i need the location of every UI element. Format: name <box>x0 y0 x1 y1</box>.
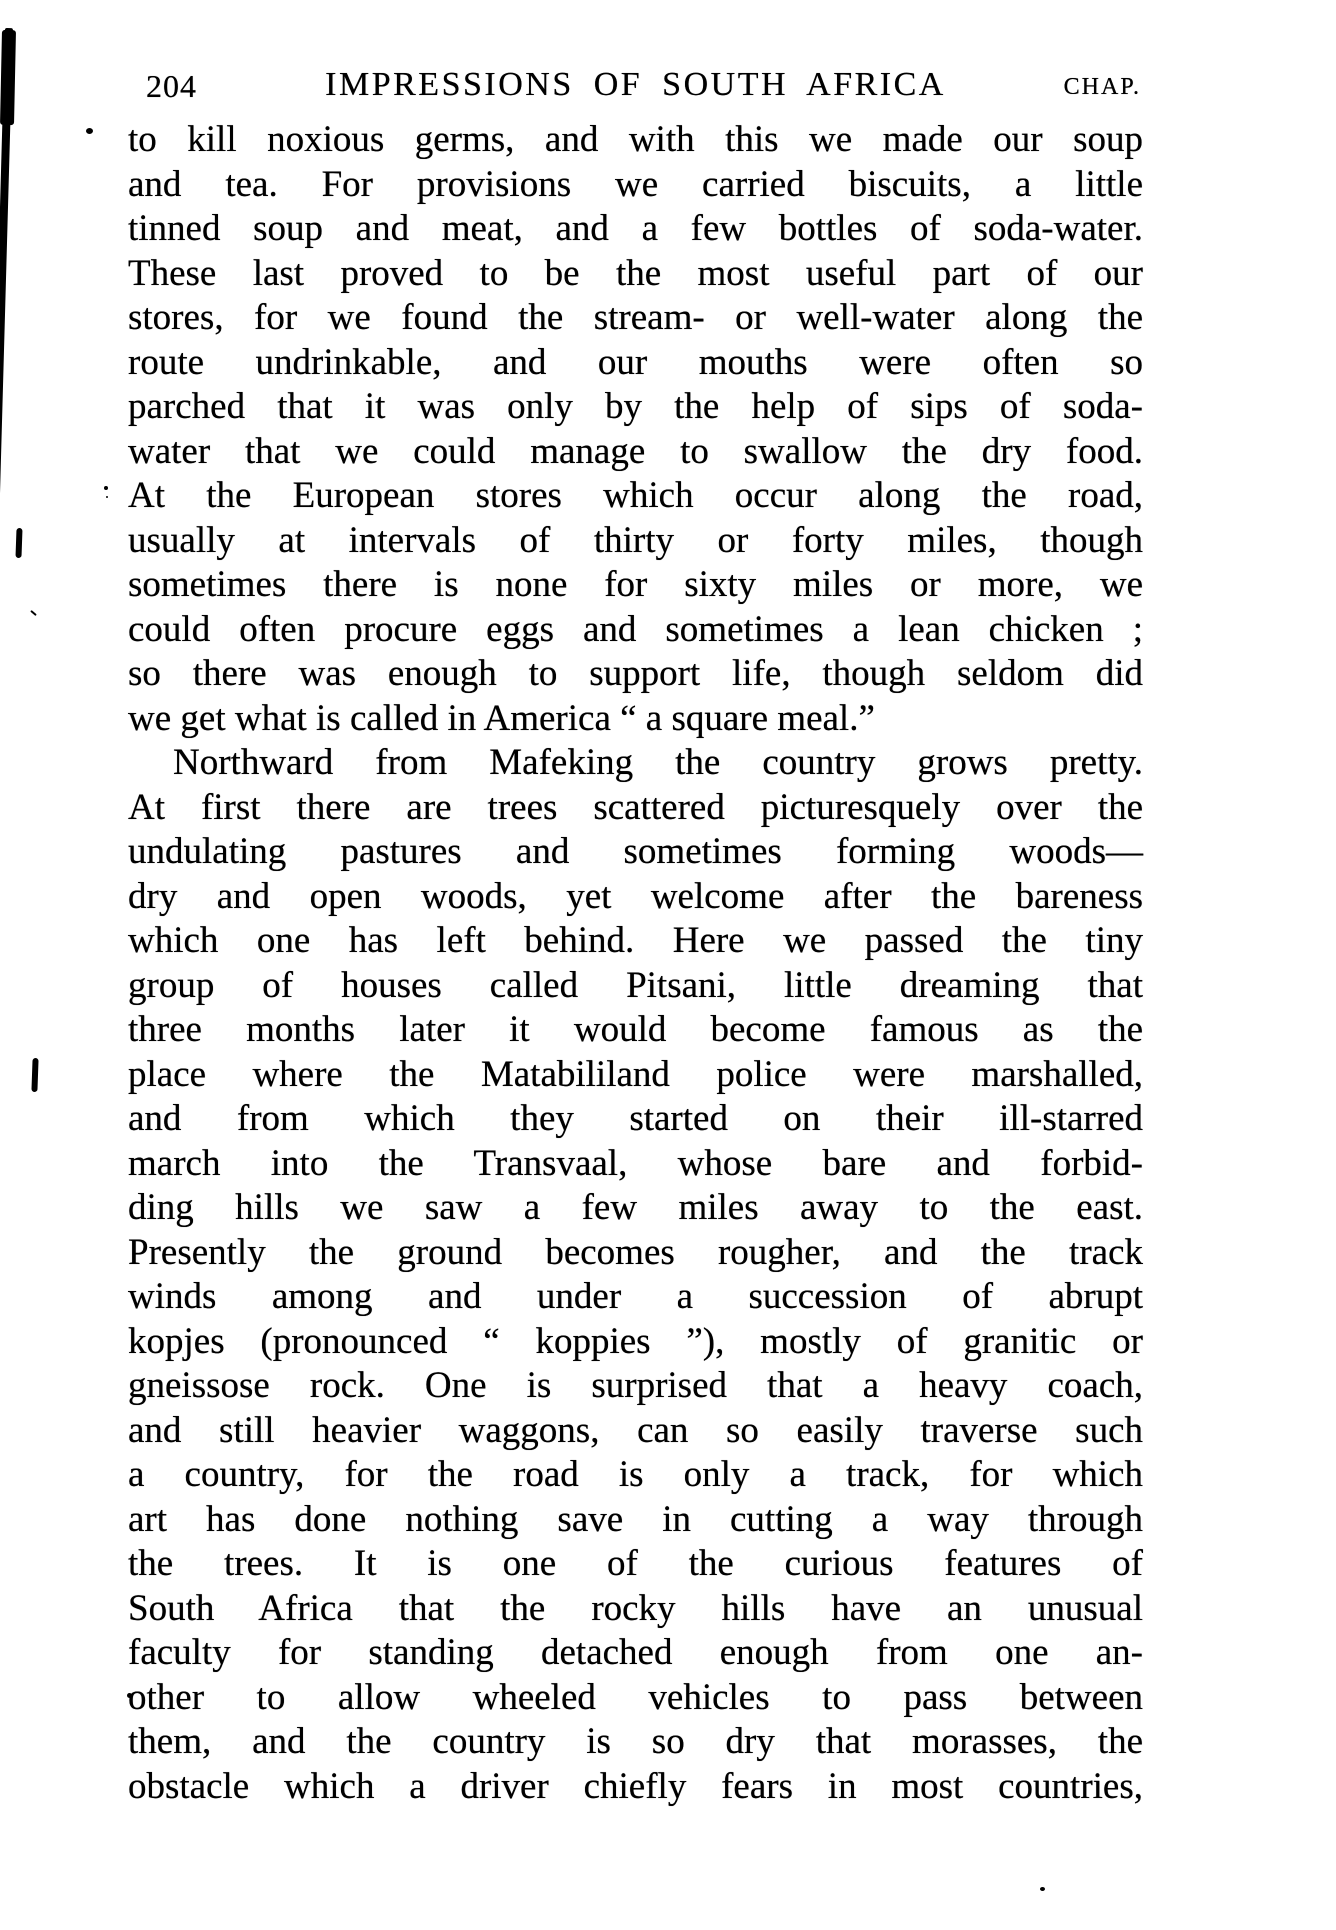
scan-speck <box>30 610 37 616</box>
text-line: and tea. For provisions we carried biscuits, a little <box>128 163 1143 205</box>
scan-artifact-left-edge <box>0 28 13 1930</box>
text-line: march into the Transvaal, whose bare and forbid- <box>128 1142 1143 1184</box>
text-line: group of houses called Pitsani, little dreaming that <box>128 964 1143 1006</box>
text-line: the trees. It is one of the curious features of <box>128 1543 1143 1584</box>
scan-speck <box>104 486 108 490</box>
page-body <box>128 118 1143 1809</box>
text-line: parched that it was only by the help of sips of soda- <box>128 386 1143 427</box>
scan-artifact-top-blob <box>0 30 16 125</box>
text-line: so there was enough to support life, though seldom did <box>128 653 1143 694</box>
scan-speck <box>86 128 93 134</box>
chapter-label: CHAP. <box>1063 74 1141 100</box>
text-line: Presently the ground becomes rougher, and the track <box>128 1231 1143 1273</box>
text-line: other to allow wheeled vehicles to pass between <box>128 1676 1143 1718</box>
text-line: undulating pastures and sometimes forming woods— <box>128 831 1143 872</box>
scan-speck <box>1040 1887 1045 1891</box>
paragraph <box>128 741 1143 1809</box>
page-header <box>128 64 1143 104</box>
text-line: a country, for the road is only a track, for which <box>128 1454 1143 1495</box>
text-line: At the European stores which occur along the road, <box>128 475 1143 516</box>
text-line: usually at intervals of thirty or forty miles, though <box>128 519 1143 561</box>
text-line: South Africa that the rocky hills have an unusual <box>128 1587 1143 1629</box>
scan-artifact-bump <box>31 1058 38 1092</box>
text-line: could often procure eggs and sometimes a lean chicken ; <box>128 608 1143 650</box>
text-line: sometimes there is none for sixty miles or more, we <box>128 564 1143 605</box>
text-line: ding hills we saw a few miles away to the east. <box>128 1187 1143 1228</box>
page-content <box>128 64 1143 1809</box>
text-line: kopjes (pronounced “ koppies ”), mostly of granitic or <box>128 1320 1143 1362</box>
scan-artifact-bump <box>15 528 22 558</box>
text-line: dry and open woods, yet welcome after the bareness <box>128 875 1143 917</box>
text-line: water that we could manage to swallow the dry food. <box>128 430 1143 472</box>
text-line: route undrinkable, and our mouths were often so <box>128 341 1143 383</box>
text-line: stores, for we found the stream- or well-water along the <box>128 297 1143 338</box>
text-line: obstacle which a driver chiefly fears in most countries, <box>128 1765 1143 1807</box>
page-number: 204 <box>146 68 197 104</box>
text-line: tinned soup and meat, and a few bottles of soda-water. <box>128 208 1143 249</box>
text-line: and from which they started on their ill-starred <box>128 1098 1143 1139</box>
text-line: winds among and under a succession of abrupt <box>128 1276 1143 1317</box>
text-line: which one has left behind. Here we passed the tiny <box>128 920 1143 961</box>
text-line: art has done nothing save in cutting a way through <box>128 1498 1143 1540</box>
text-line: faculty for standing detached enough from one an- <box>128 1632 1143 1673</box>
running-title: IMPRESSIONS OF SOUTH AFRICA <box>325 66 946 103</box>
text-line: three months later it would become famous as the <box>128 1009 1143 1050</box>
paragraph <box>128 118 1143 741</box>
text-line: them, and the country is so dry that morasses, the <box>128 1721 1143 1762</box>
text-line: gneissose rock. One is surprised that a heavy coach, <box>128 1365 1143 1406</box>
text-line: and still heavier waggons, can so easily traverse such <box>128 1409 1143 1451</box>
text-line: to kill noxious germs, and with this we made our soup <box>128 119 1143 160</box>
text-line: At first there are trees scattered picturesquely over the <box>128 786 1143 828</box>
text-line: we get what is called in America “ a square meal.” <box>128 697 875 739</box>
text-line: Northward from Mafeking the country grows pretty. <box>173 742 1143 783</box>
text-line: place where the Matabililand police were marshalled, <box>128 1053 1143 1095</box>
text-line: These last proved to be the most useful part of our <box>128 252 1143 294</box>
